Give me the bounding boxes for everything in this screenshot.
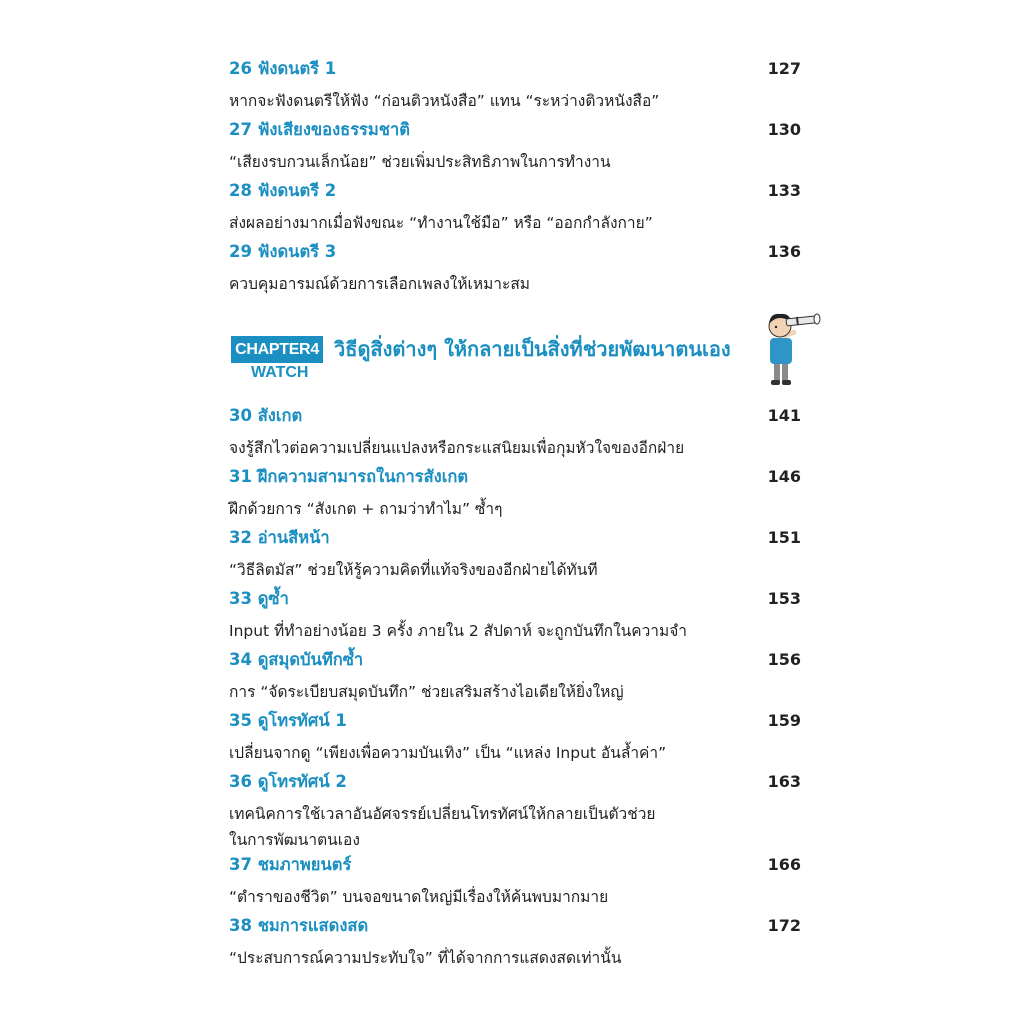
toc-entry-title: 37 ชมภาพยนตร์ <box>229 855 352 874</box>
toc-entry-head <box>229 710 801 736</box>
toc-entry-description: ในการพัฒนาตนเอง <box>229 831 360 849</box>
toc-entry-title: 34 ดูสมุดบันทึกซ้ำ <box>229 650 364 669</box>
toc-entry-page-number: 127 <box>767 59 801 78</box>
toc-entry-head <box>229 180 801 206</box>
toc-entry-30[interactable] <box>229 405 801 461</box>
toc-entry-page-number: 146 <box>767 467 801 486</box>
toc-entry-description: หากจะฟังดนตรีให้ฟัง “ก่อนติวหนังสือ” แทน “ระหว่างติวหนังสือ” <box>229 92 660 110</box>
chapter-header <box>231 333 831 389</box>
toc-entry-page-number: 151 <box>767 528 801 547</box>
toc-entry-description: “เสียงรบกวนเล็กน้อย” ช่วยเพิ่มประสิทธิภาพในการทำงาน <box>229 153 611 171</box>
toc-entry-33[interactable] <box>229 588 801 644</box>
toc-entry-title: 31 ฝึกความสามารถในการสังเกต <box>229 467 469 486</box>
toc-entry-description: “ตำราของชีวิต” บนจอขนาดใหญ่มีเรื่องให้ค้นพบมากมาย <box>229 888 609 906</box>
toc-entry-page-number: 153 <box>767 589 801 608</box>
toc-entry-description: เปลี่ยนจากดู “เพียงเพื่อความบันเทิง” เป็น “แหล่ง Input อันล้ำค่า” <box>229 744 667 762</box>
toc-entry-page-number: 136 <box>767 242 801 261</box>
person-with-telescope-icon <box>760 308 826 388</box>
toc-entry-37[interactable] <box>229 854 801 910</box>
toc-entry-page-number: 130 <box>767 120 801 139</box>
toc-entry-title: 30 สังเกต <box>229 406 303 425</box>
toc-entry-title: 36 ดูโทรทัศน์ 2 <box>229 772 347 791</box>
toc-entry-32[interactable] <box>229 527 801 583</box>
toc-entry-36[interactable] <box>229 771 801 853</box>
toc-entry-title: 28 ฟังดนตรี 2 <box>229 181 337 200</box>
toc-entry-page-number: 163 <box>767 772 801 791</box>
toc-entry-description: ควบคุมอารมณ์ด้วยการเลือกเพลงให้เหมาะสม <box>229 275 530 293</box>
toc-entry-description: Input ที่ทำอย่างน้อย 3 ครั้ง ภายใน 2 สัปดาห์ จะถูกบันทึกในความจำ <box>229 622 688 640</box>
toc-entry-head <box>229 405 801 431</box>
toc-entry-page-number: 166 <box>767 855 801 874</box>
toc-entry-head <box>229 527 801 553</box>
toc-entry-29[interactable] <box>229 241 801 297</box>
toc-entry-description: “ประสบการณ์ความประทับใจ” ที่ได้จากการแสดงสดเท่านั้น <box>229 949 622 967</box>
toc-entry-page-number: 156 <box>767 650 801 669</box>
toc-entry-38[interactable] <box>229 915 801 971</box>
toc-entry-title: 38 ชมการแสดงสด <box>229 916 369 935</box>
toc-entry-31[interactable] <box>229 466 801 522</box>
toc-entry-description: จงรู้สึกไวต่อความเปลี่ยนแปลงหรือกระแสนิยมเพื่อกุมหัวใจของอีกฝ่าย <box>229 439 685 457</box>
toc-entry-page-number: 133 <box>767 181 801 200</box>
toc-entry-27[interactable] <box>229 119 801 175</box>
chapter-subtitle: WATCH <box>251 364 309 381</box>
toc-entry-description: การ “จัดระเบียบสมุดบันทึก” ช่วยเสริมสร้างไอเดียให้ยิ่งใหญ่ <box>229 683 624 701</box>
chapter-title: วิธีดูสิ่งต่างๆ ให้กลายเป็นสิ่งที่ช่วยพัฒนาตนเอง <box>334 337 731 361</box>
toc-entry-head <box>229 915 801 941</box>
chapter-badge: CHAPTER4 <box>231 336 323 363</box>
toc-entry-head <box>229 854 801 880</box>
toc-entry-description: “วิธีลิตมัส” ช่วยให้รู้ความคิดที่แท้จริงของอีกฝ่ายได้ทันที <box>229 561 598 579</box>
toc-entry-description: ฝึกด้วยการ “สังเกต + ถามว่าทำไม” ซ้ำๆ <box>229 500 503 518</box>
toc-entry-page-number: 172 <box>767 916 801 935</box>
toc-entry-title: 35 ดูโทรทัศน์ 1 <box>229 711 347 730</box>
toc-entry-page-number: 159 <box>767 711 801 730</box>
toc-entry-head <box>229 771 801 797</box>
toc-entry-head <box>229 649 801 675</box>
toc-entry-head <box>229 588 801 614</box>
toc-entry-head <box>229 241 801 267</box>
toc-entry-35[interactable] <box>229 710 801 766</box>
toc-entry-28[interactable] <box>229 180 801 236</box>
toc-entry-34[interactable] <box>229 649 801 705</box>
toc-entry-title: 26 ฟังดนตรี 1 <box>229 59 337 78</box>
toc-entry-title: 32 อ่านสีหน้า <box>229 528 330 547</box>
toc-entry-title: 33 ดูซ้ำ <box>229 589 289 608</box>
toc-entry-description: ส่งผลอย่างมากเมื่อฟังขณะ “ทำงานใช้มือ” หรือ “ออกกำลังกาย” <box>229 214 653 232</box>
toc-entry-head <box>229 58 801 84</box>
toc-entry-title: 29 ฟังดนตรี 3 <box>229 242 337 261</box>
toc-entry-head <box>229 466 801 492</box>
toc-entry-26[interactable] <box>229 58 801 114</box>
toc-entry-description: เทคนิคการใช้เวลาอันอัศจรรย์เปลี่ยนโทรทัศน์ให้กลายเป็นตัวช่วย <box>229 805 656 823</box>
toc-entry-title: 27 ฟังเสียงของธรรมชาติ <box>229 120 410 139</box>
toc-entry-page-number: 141 <box>767 406 801 425</box>
toc-entry-head <box>229 119 801 145</box>
